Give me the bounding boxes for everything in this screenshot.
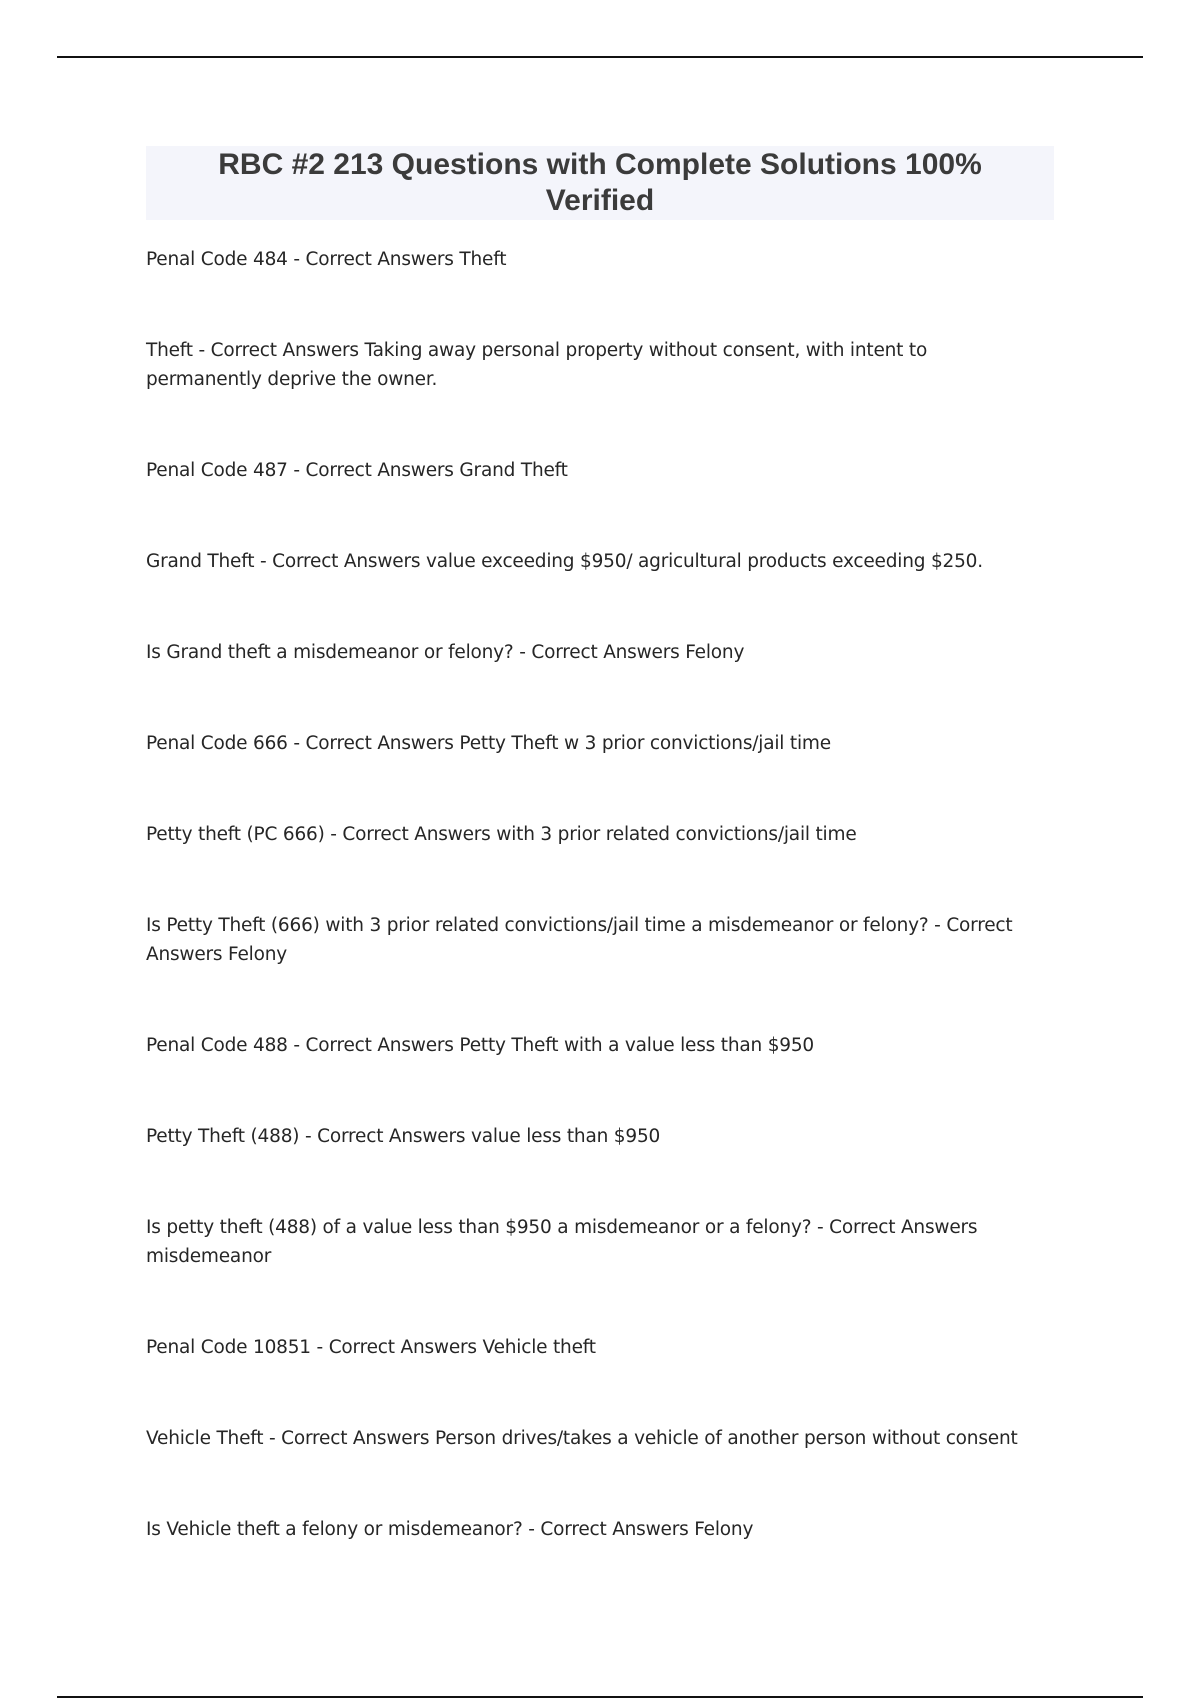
document-title: RBC #2 213 Questions with Complete Solutions 100% Verified	[218, 148, 982, 217]
qa-item: Penal Code 484 - Correct Answers Theft	[146, 249, 507, 270]
qa-item: Petty theft (PC 666) - Correct Answers with 3 prior related convictions/jail time	[146, 824, 857, 845]
qa-item: Theft - Correct Answers Taking away personal property without consent, with intent to permanently deprive the owner.	[146, 340, 928, 390]
qa-item: Is Grand theft a misdemeanor or felony? - Correct Answers Felony	[146, 642, 745, 663]
title-banner	[146, 146, 1054, 220]
bottom-rule	[57, 1696, 1143, 1698]
qa-item: Is Petty Theft (666) with 3 prior related convictions/jail time a misdemeanor or felony? - Correct Answers Felony	[146, 915, 1013, 965]
qa-item: Penal Code 666 - Correct Answers Petty Theft w 3 prior convictions/jail time	[146, 733, 831, 754]
qa-item: Penal Code 488 - Correct Answers Petty Theft with a value less than $950	[146, 1035, 814, 1056]
qa-item: Penal Code 487 - Correct Answers Grand Theft	[146, 460, 568, 481]
qa-item: Vehicle Theft - Correct Answers Person drives/takes a vehicle of another person without consent	[146, 1428, 1018, 1449]
qa-item: Penal Code 10851 - Correct Answers Vehicle theft	[146, 1337, 596, 1358]
top-rule	[57, 56, 1143, 58]
qa-item: Is petty theft (488) of a value less than $950 a misdemeanor or a felony? - Correct Answers misdemeanor	[146, 1217, 978, 1267]
qa-item: Petty Theft (488) - Correct Answers value less than $950	[146, 1126, 661, 1147]
qa-list	[146, 245, 1046, 1606]
qa-item: Is Vehicle theft a felony or misdemeanor? - Correct Answers Felony	[146, 1519, 754, 1540]
qa-item: Grand Theft - Correct Answers value exceeding $950/ agricultural products exceeding $250.	[146, 551, 983, 572]
